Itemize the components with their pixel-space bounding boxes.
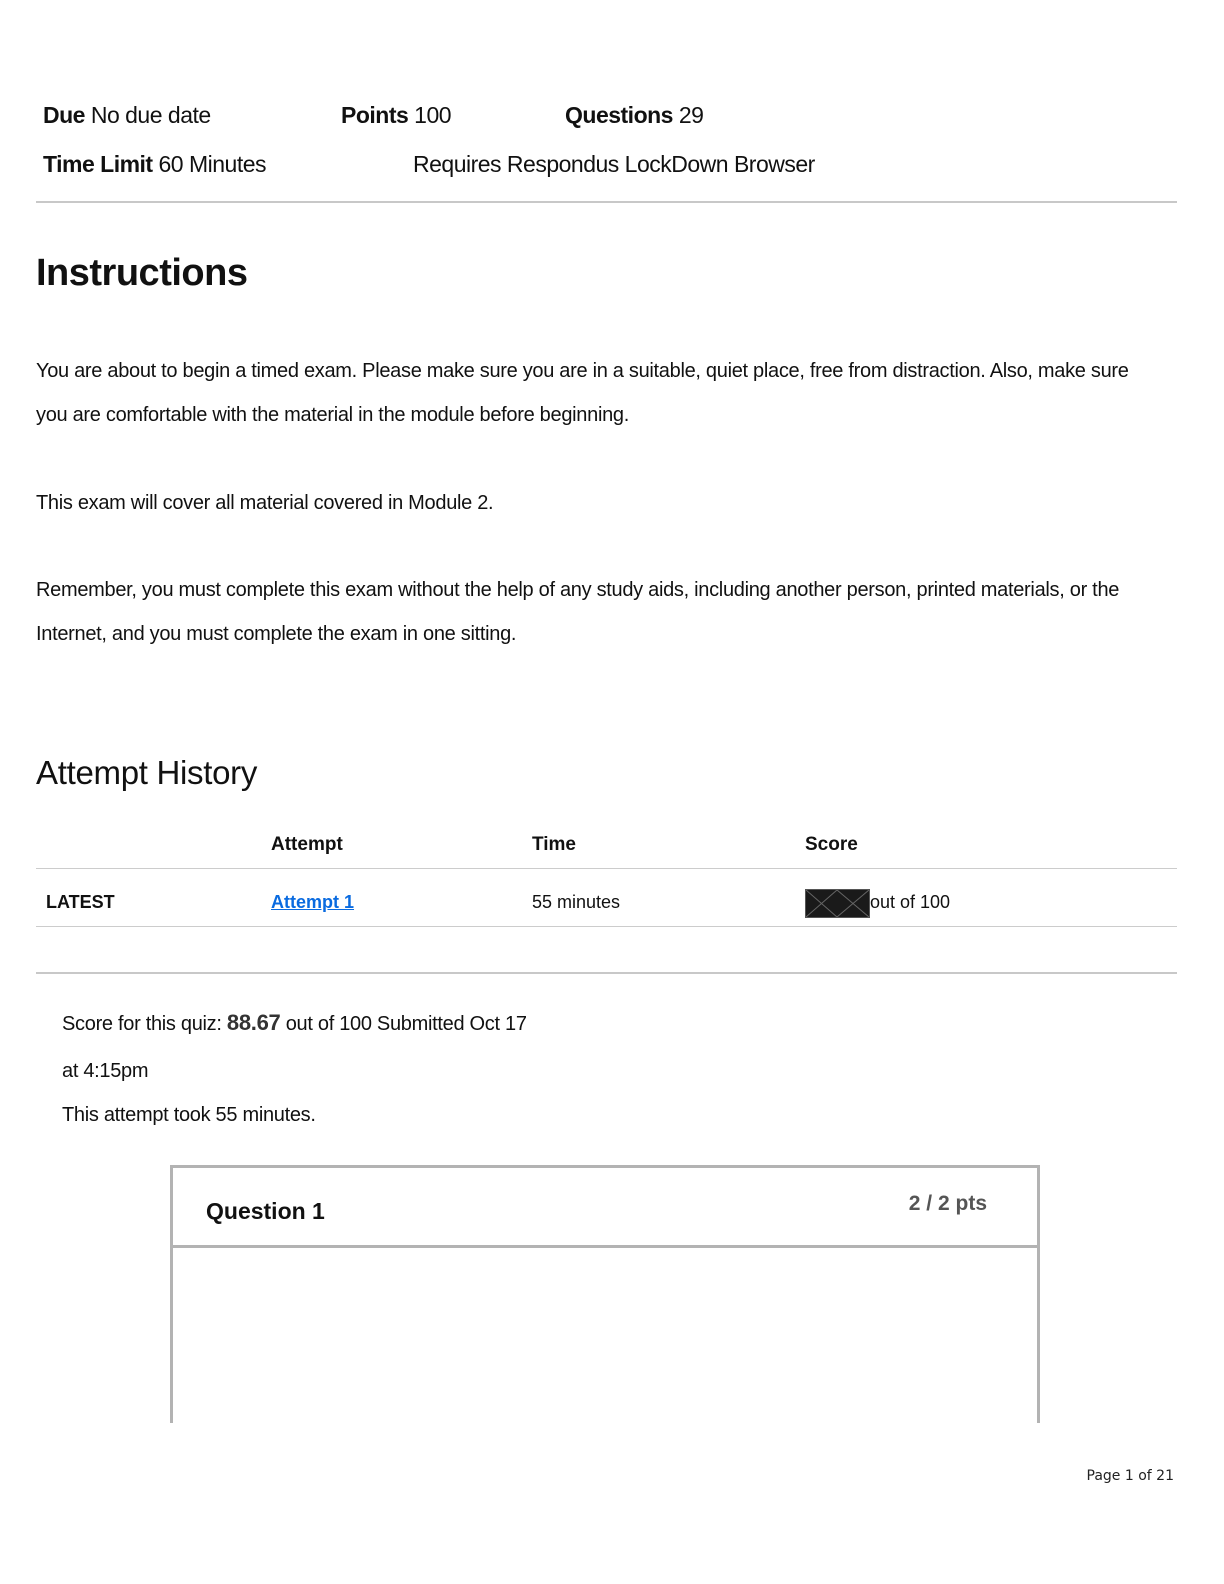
divider	[36, 972, 1177, 974]
questions-value: 29	[678, 102, 704, 128]
column-header-attempt: Attempt	[271, 834, 343, 855]
points-label: Points	[341, 102, 409, 128]
column-header-time: Time	[532, 834, 577, 855]
due-field	[43, 102, 211, 129]
questions-label: Questions	[565, 102, 673, 128]
time-limit-label: Time Limit	[43, 151, 153, 177]
instructions-paragraph-1: You are about to begin a timed exam. Please make sure you are in a suitable, quiet place, free from distraction. Also, make sure you are comfortable with the material in the module before beginning.	[36, 360, 1129, 426]
question-header	[173, 1168, 1037, 1248]
score-suffix: out of 100 Submitted Oct 17	[280, 1013, 527, 1035]
instructions-paragraph-3: Remember, you must complete this exam without the help of any study aids, including another person, printed materials, or the Internet, and you must complete the exam in one sitting.	[36, 579, 1120, 645]
question-card	[170, 1165, 1040, 1423]
due-label: Due	[43, 102, 85, 128]
score-prefix: Score for this quiz:	[62, 1013, 227, 1035]
points-value: 100	[414, 102, 452, 128]
instructions-paragraph-2: This exam will cover all material covered in Module 2.	[36, 492, 494, 514]
table-header-divider	[36, 868, 1177, 869]
column-header-score: Score	[805, 834, 858, 855]
attempt-duration: This attempt took 55 minutes.	[62, 1104, 316, 1126]
page-number: Page 1 of 21	[1086, 1468, 1174, 1484]
divider	[36, 201, 1177, 203]
time-limit-field	[43, 151, 266, 178]
table-row-divider	[36, 926, 1177, 927]
question-title: Question 1	[206, 1198, 325, 1224]
lockdown-requirement: Requires Respondus LockDown Browser	[413, 151, 815, 177]
due-value: No due date	[90, 102, 211, 128]
points-field	[341, 102, 451, 129]
attempt-score: out of 100	[870, 892, 951, 912]
instructions-heading: Instructions	[36, 252, 248, 294]
score-summary	[62, 1010, 527, 1036]
time-limit-value: 60 Minutes	[158, 151, 267, 177]
attempt-1-link[interactable]: Attempt 1	[271, 892, 355, 912]
latest-tag: LATEST	[46, 892, 115, 912]
attempt-history-heading: Attempt History	[36, 754, 258, 791]
redaction-cross-icon	[806, 890, 869, 917]
attempt-time: 55 minutes	[532, 892, 621, 912]
question-points: 2 / 2 pts	[908, 1192, 987, 1215]
questions-field	[565, 102, 703, 129]
quiz-score: 88.67	[226, 1010, 281, 1035]
redacted-score-box	[805, 889, 870, 918]
submitted-time: at 4:15pm	[62, 1060, 149, 1082]
